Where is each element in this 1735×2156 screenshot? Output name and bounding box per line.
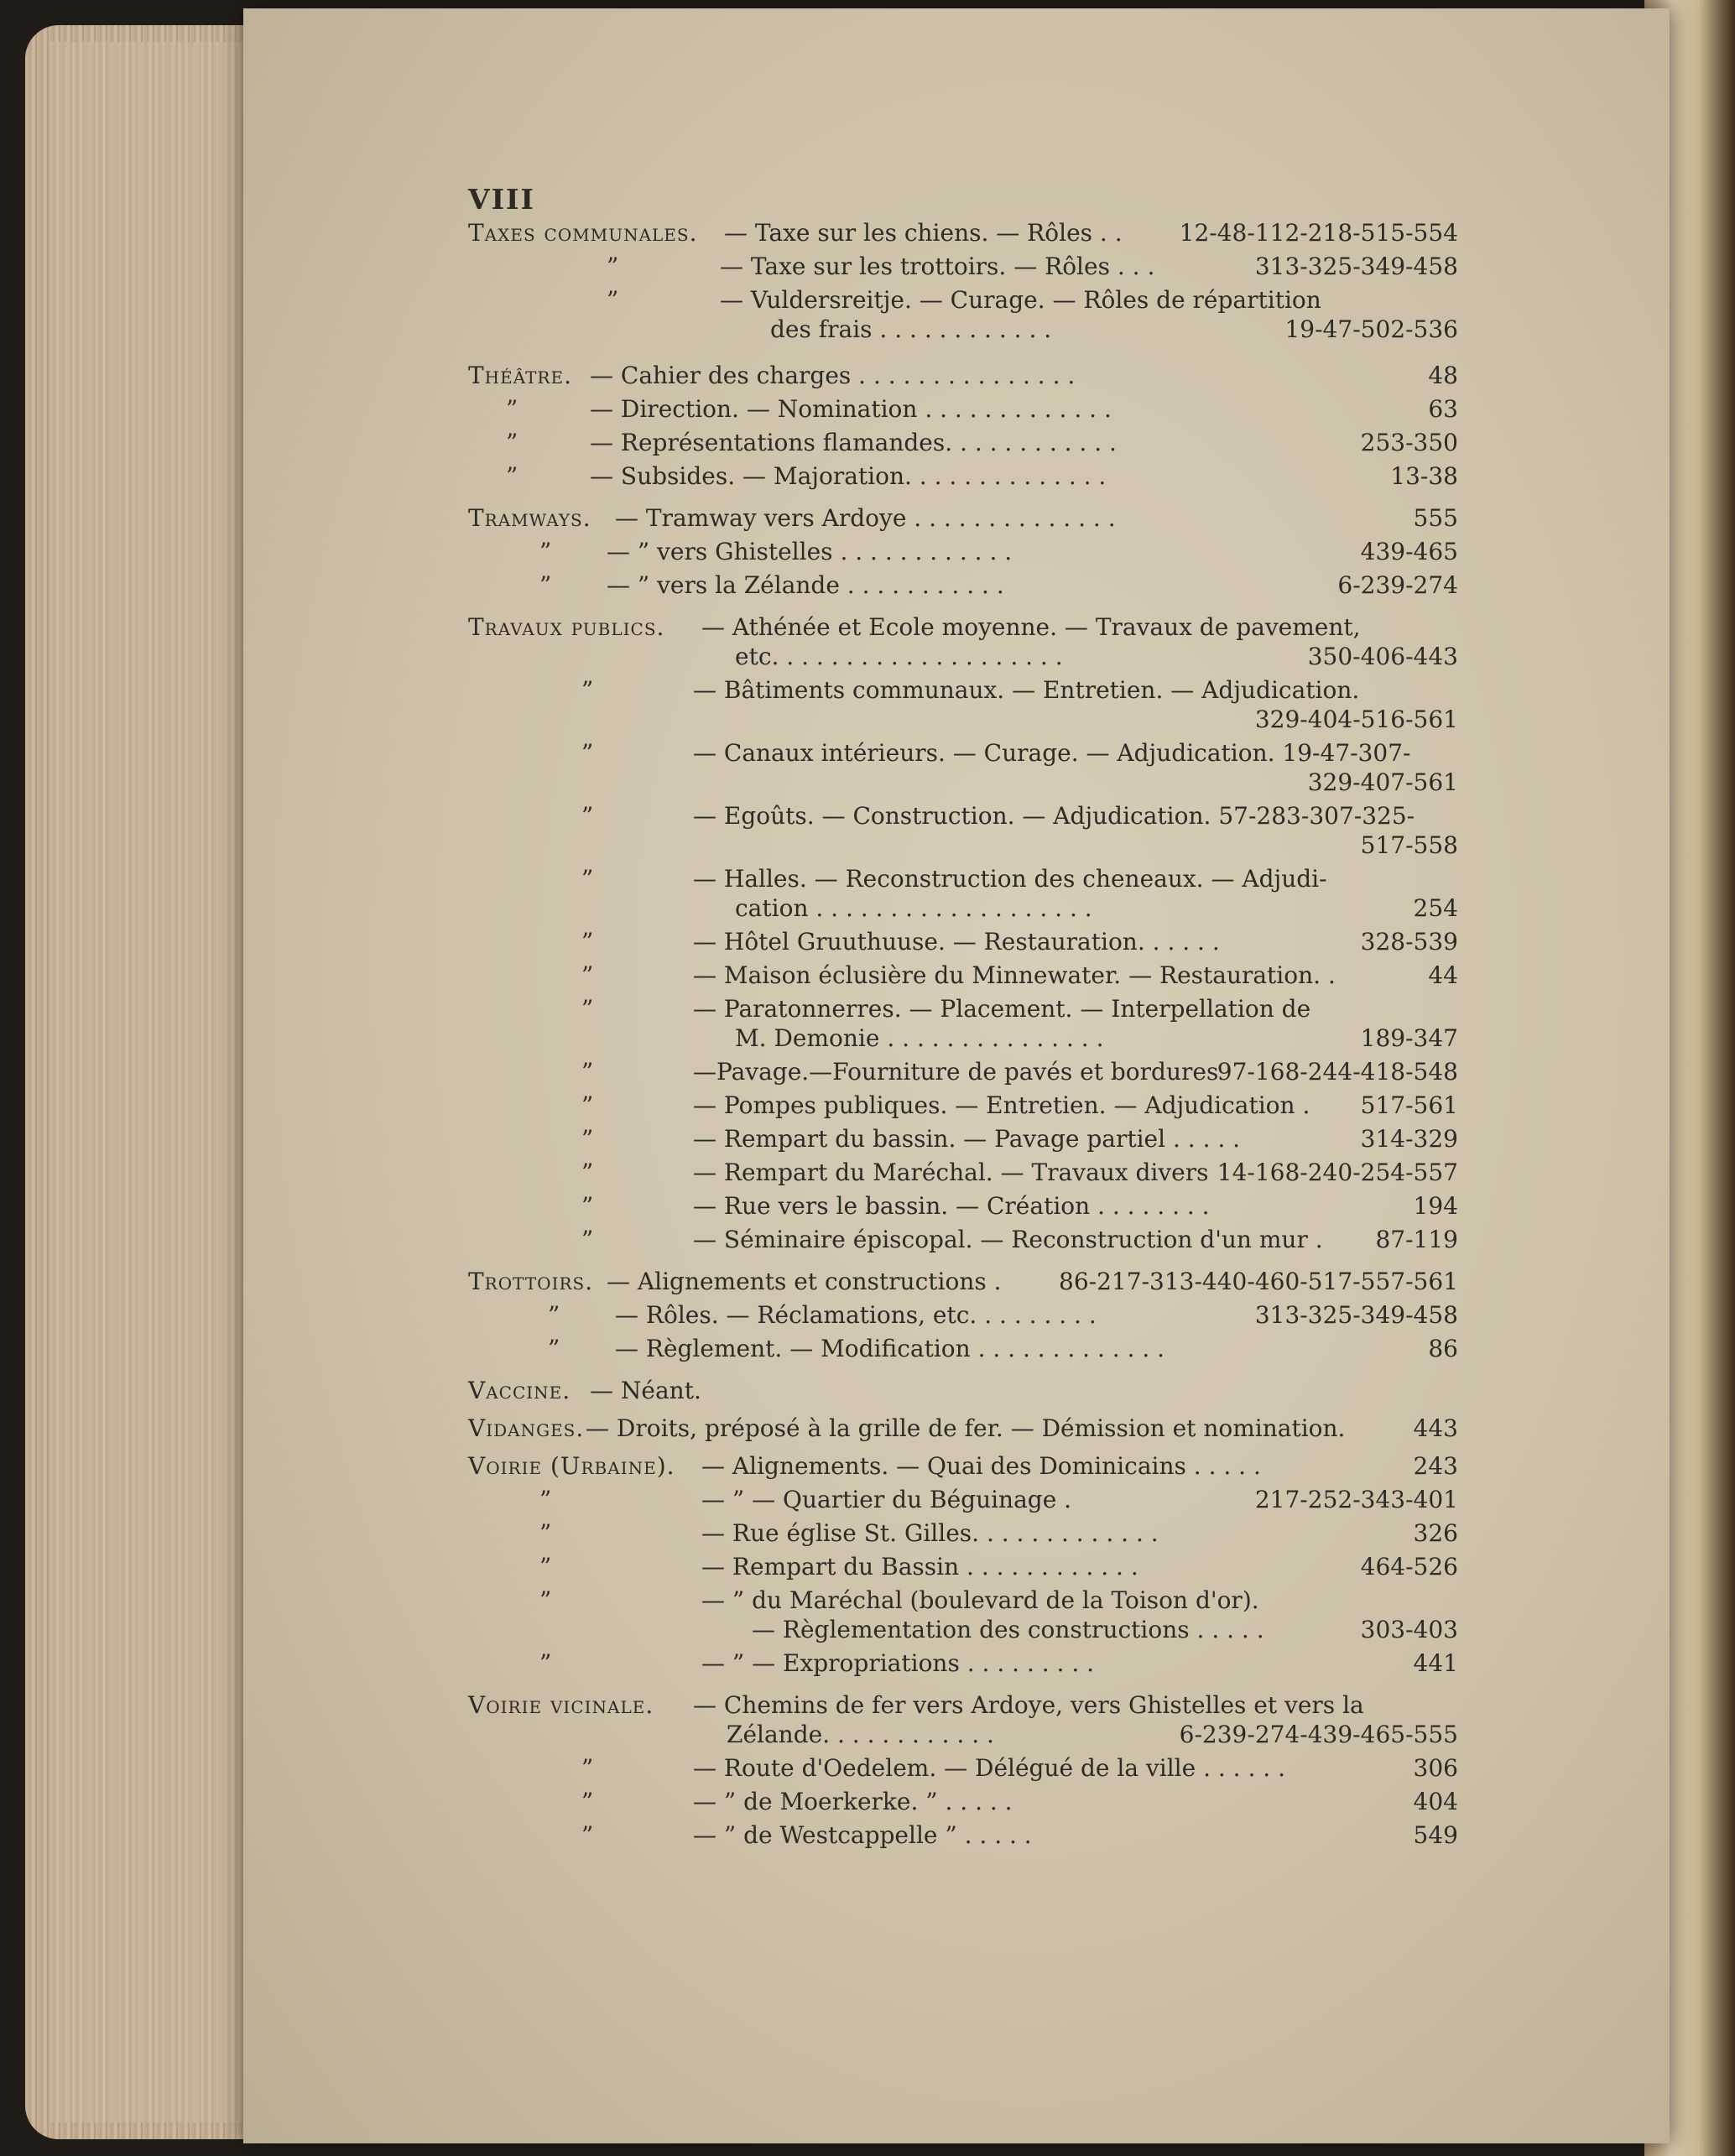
entry-text: — Rôles. — Réclamations, etc. . . . . . . . .: [615, 1301, 1097, 1329]
entry-text: — Rempart du bassin. — Pavage partiel . . . . .: [693, 1125, 1241, 1153]
page-reference: 306: [1413, 1754, 1458, 1782]
page-reference: 329-407-561: [1307, 768, 1458, 796]
entry-heading: Taxes communales.: [468, 219, 698, 247]
entry-text: — Direction. — Nomination . . . . . . . . . . . . .: [590, 395, 1112, 423]
ditto-mark: ”: [539, 1519, 552, 1547]
entry-text: — ” — Expropriations . . . . . . . . .: [701, 1649, 1095, 1677]
entry-heading: Tramways.: [468, 504, 591, 532]
entry-text: — Canaux intérieurs. — Curage. — Adjudication. 19-47-307-: [693, 739, 1411, 767]
ditto-mark: ”: [581, 1226, 594, 1253]
ditto-mark: ”: [539, 538, 552, 565]
entry-text: — Route d'Oedelem. — Délégué de la ville . . . . . .: [693, 1754, 1285, 1782]
ditto-mark: ”: [581, 1125, 594, 1153]
page-reference: 13-38: [1390, 462, 1458, 490]
page-reference: 6-239-274-439-465-555: [1179, 1721, 1458, 1748]
ditto-mark: ”: [581, 1091, 594, 1119]
page-reference: 326: [1413, 1519, 1458, 1547]
page-reference: 517-558: [1360, 831, 1458, 859]
entry-text: — ” vers la Zélande . . . . . . . . . . .: [607, 571, 1004, 599]
entry-text: — ” de Westcappelle ” . . . . .: [693, 1821, 1032, 1849]
page-reference: 350-406-443: [1307, 643, 1458, 670]
page-reference: 86-217-313-440-460-517-557-561: [1059, 1268, 1458, 1295]
ditto-mark: ”: [506, 429, 518, 456]
ditto-mark: ”: [581, 961, 594, 989]
ditto-mark: ”: [539, 1486, 552, 1513]
ditto-mark: ”: [539, 1553, 552, 1581]
entry-text: — Pompes publiques. — Entretien. — Adjudication .: [693, 1091, 1310, 1119]
entry-text: etc. . . . . . . . . . . . . . . . . . . .: [735, 643, 1063, 670]
page-reference: 253-350: [1360, 429, 1458, 456]
ditto-mark: ”: [607, 253, 619, 280]
entry-heading: Travaux publics.: [468, 613, 665, 641]
entry-text: — Droits, préposé à la grille de fer. — Démission et nomination.: [586, 1414, 1346, 1442]
entry-text: — Règlementation des constructions . . . . .: [752, 1616, 1264, 1643]
entry-text: — Rempart du Bassin . . . . . . . . . . . .: [701, 1553, 1138, 1581]
page-reference: 243: [1413, 1452, 1458, 1480]
page-reference: 86: [1428, 1335, 1458, 1362]
ditto-mark: ”: [581, 1159, 594, 1186]
page-reference: 63: [1428, 395, 1458, 423]
page-reference: 303-403: [1360, 1616, 1458, 1643]
entry-text: — ” de Moerkerke. ” . . . . .: [693, 1788, 1013, 1815]
ditto-mark: ”: [607, 286, 619, 314]
entry-text: — Règlement. — Modification . . . . . . . . . . . . .: [615, 1335, 1165, 1362]
page-reference: 555: [1413, 504, 1458, 532]
entry-text: cation . . . . . . . . . . . . . . . . . . .: [735, 894, 1092, 922]
entry-heading: Théâtre.: [468, 362, 572, 389]
ditto-mark: ”: [548, 1335, 560, 1362]
ditto-mark: ”: [581, 928, 594, 956]
entry-text: des frais . . . . . . . . . . . .: [770, 315, 1052, 343]
entry-text: — Halles. — Reconstruction des cheneaux. — Adjudi-: [693, 865, 1327, 893]
page-reference: 439-465: [1360, 538, 1458, 565]
entry-text: — Rempart du Maréchal. — Travaux divers: [693, 1159, 1209, 1186]
entry-text: — Cahier des charges . . . . . . . . . . . . . . .: [590, 362, 1076, 389]
page-reference: 328-539: [1360, 928, 1458, 956]
page-reference: 443: [1413, 1414, 1458, 1442]
ditto-mark: ”: [581, 865, 594, 893]
page-reference: 314-329: [1360, 1125, 1458, 1153]
ditto-mark: ”: [581, 802, 594, 830]
ditto-mark: ”: [581, 1058, 594, 1086]
entry-text: M. Demonie . . . . . . . . . . . . . . .: [735, 1024, 1104, 1052]
entry-heading: Trottoirs.: [468, 1268, 594, 1295]
entry-text: — ” vers Ghistelles . . . . . . . . . . . .: [607, 538, 1013, 565]
ditto-mark: ”: [581, 995, 594, 1023]
entry-text: — Paratonnerres. — Placement. — Interpellation de: [693, 995, 1311, 1023]
entry-text: — Tramway vers Ardoye . . . . . . . . . . . . . .: [615, 504, 1116, 532]
entry-text: — Alignements. — Quai des Dominicains . . . . .: [701, 1452, 1261, 1480]
entry-text: — Taxe sur les chiens. — Rôles . .: [724, 219, 1123, 247]
entry-text: — Bâtiments communaux. — Entretien. — Adjudication.: [693, 676, 1360, 704]
entry-text: — ” du Maréchal (boulevard de la Toison d'or).: [701, 1586, 1259, 1614]
entry-heading: Vidanges.: [468, 1414, 585, 1442]
entry-text: — Hôtel Gruuthuuse. — Restauration. . . . . .: [693, 928, 1220, 956]
entry-text: — Néant.: [590, 1377, 701, 1404]
ditto-mark: ”: [539, 1649, 552, 1677]
page-reference: 549: [1413, 1821, 1458, 1849]
entry-text: — Rue église St. Gilles. . . . . . . . . . . . .: [701, 1519, 1159, 1547]
entry-text: — Représentations flamandes. . . . . . . . . . . .: [590, 429, 1117, 456]
ditto-mark: ”: [581, 676, 594, 704]
page-reference: 254: [1413, 894, 1458, 922]
page-reference: 97-168-244-418-548: [1217, 1058, 1458, 1086]
entry-text: Zélande. . . . . . . . . . . .: [727, 1721, 994, 1748]
entry-text: — Maison éclusière du Minnewater. — Restauration. .: [693, 961, 1336, 989]
entry-text: — Vuldersreitje. — Curage. — Rôles de répartition: [720, 286, 1321, 314]
entry-text: — Subsides. — Majoration. . . . . . . . . . . . . .: [590, 462, 1107, 490]
page-reference: 217-252-343-401: [1254, 1486, 1458, 1513]
entry-heading: Voirie vicinale.: [468, 1691, 654, 1719]
entry-text: — Taxe sur les trottoirs. — Rôles . . .: [720, 253, 1155, 280]
entry-text: — Egoûts. — Construction. — Adjudication. 57-283-307-325-: [693, 802, 1415, 830]
entry-text: — Alignements et constructions .: [607, 1268, 1002, 1295]
entry-text: — ” — Quartier du Béguinage .: [701, 1486, 1072, 1513]
page-reference: 313-325-349-458: [1254, 253, 1458, 280]
entry-text: — Séminaire épiscopal. — Reconstruction d'un mur .: [693, 1226, 1323, 1253]
book-page-edges-inner: [50, 42, 260, 2122]
page-reference: 464-526: [1360, 1553, 1458, 1581]
ditto-mark: ”: [581, 1754, 594, 1782]
entry-text: — Chemins de fer vers Ardoye, vers Ghistelles et vers la: [693, 1691, 1364, 1719]
page-reference: 44: [1428, 961, 1458, 989]
ditto-mark: ”: [548, 1301, 560, 1329]
ditto-mark: ”: [581, 1192, 594, 1220]
page-reference: 12-48-112-218-515-554: [1179, 219, 1458, 247]
page-reference: 329-404-516-561: [1254, 706, 1458, 733]
page-reference: 194: [1413, 1192, 1458, 1220]
entry-text: — Athénée et Ecole moyenne. — Travaux de pavement,: [701, 613, 1361, 641]
ditto-mark: ”: [539, 1586, 552, 1614]
page-number: VIII: [468, 183, 535, 216]
page-reference: 48: [1428, 362, 1458, 389]
page-reference: 189-347: [1360, 1024, 1458, 1052]
page-reference: 19-47-502-536: [1284, 315, 1458, 343]
ditto-mark: ”: [581, 739, 594, 767]
page-reference: 313-325-349-458: [1254, 1301, 1458, 1329]
page-reference: 517-561: [1360, 1091, 1458, 1119]
page-reference: 441: [1413, 1649, 1458, 1677]
page-reference: 404: [1413, 1788, 1458, 1815]
page-reference: 87-119: [1375, 1226, 1458, 1253]
entry-text: —Pavage.—Fourniture de pavés et bordures: [693, 1058, 1219, 1086]
page-reference: 6-239-274: [1337, 571, 1458, 599]
entry-heading: Voirie (Urbaine).: [468, 1452, 675, 1480]
page-reference: 14-168-240-254-557: [1217, 1159, 1458, 1186]
ditto-mark: ”: [506, 462, 518, 490]
ditto-mark: ”: [581, 1821, 594, 1849]
entry-text: — Rue vers le bassin. — Création . . . . . . . .: [693, 1192, 1210, 1220]
ditto-mark: ”: [539, 571, 552, 599]
entry-heading: Vaccine.: [468, 1377, 571, 1404]
ditto-mark: ”: [506, 395, 518, 423]
ditto-mark: ”: [581, 1788, 594, 1815]
